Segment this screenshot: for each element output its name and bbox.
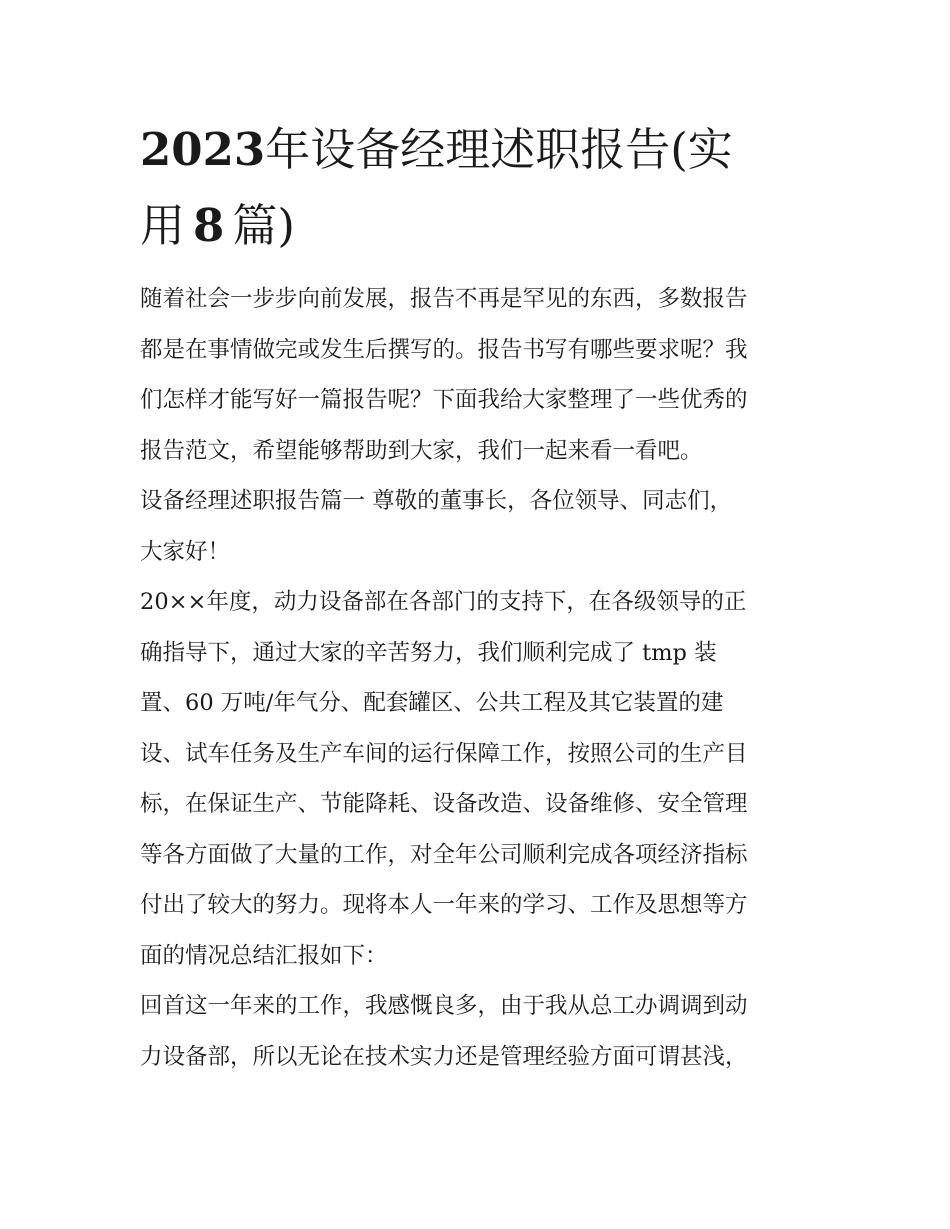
text-line: 回首这一年来的工作，我感慨良多，由于我从总工办调调到动 — [140, 993, 748, 1019]
title-text: 年设备经理述职报告(实 — [265, 123, 733, 176]
text-line: 等各方面做了大量的工作，对全年公司顺利完成各项经济指标 — [140, 841, 748, 868]
document-content — [140, 112, 815, 1082]
text-line: 力设备部，所以无论在技术实力还是管理经验方面可谓甚浅， — [140, 1043, 748, 1070]
title-count: 8 — [193, 199, 225, 252]
title-line-2 — [140, 188, 815, 264]
paragraph-summary — [140, 577, 815, 981]
text-line: 确指导下，通过大家的辛苦努力，我们顺利完成了 tmp 装 — [140, 639, 717, 666]
paragraph-greeting — [140, 476, 815, 577]
text-line: 随着社会一步步向前发展，报告不再是罕见的东西，多数报告 — [140, 286, 748, 312]
title-text: 用 — [140, 199, 186, 252]
text-line: 置、60 万吨/年气分、配套罐区、公共工程及其它装置的建 — [140, 690, 724, 716]
text-line: 报告范文，希望能够帮助到大家，我们一起来看一看吧。 — [140, 437, 703, 464]
title-line-1 — [140, 112, 815, 188]
paragraph-intro — [140, 274, 815, 476]
document-title — [140, 112, 815, 264]
title-year: 2023 — [140, 123, 266, 176]
text-line: 设、试车任务及生产车间的运行保障工作，按照公司的生产目 — [140, 740, 748, 767]
text-line: 都是在事情做完或发生后撰写的。报告书写有哪些要求呢？我 — [140, 336, 748, 363]
paragraph-review — [140, 981, 815, 1082]
text-line: 面的情况总结汇报如下： — [140, 942, 388, 969]
text-line: 付出了较大的努力。现将本人一年来的学习、工作及思想等方 — [140, 892, 748, 918]
text-line: 标，在保证生产、节能降耗、设备改造、设备维修、安全管理 — [140, 791, 748, 817]
text-line: 大家好！ — [140, 538, 231, 565]
title-text: 篇) — [232, 199, 295, 252]
text-line: 设备经理述职报告篇一 尊敬的董事长，各位领导、同志们， — [140, 488, 733, 514]
text-line: 们怎样才能写好一篇报告呢？下面我给大家整理了一些优秀的 — [140, 387, 748, 413]
text-line: 20××年度，动力设备部在各部门的支持下，在各级领导的正 — [140, 589, 747, 615]
